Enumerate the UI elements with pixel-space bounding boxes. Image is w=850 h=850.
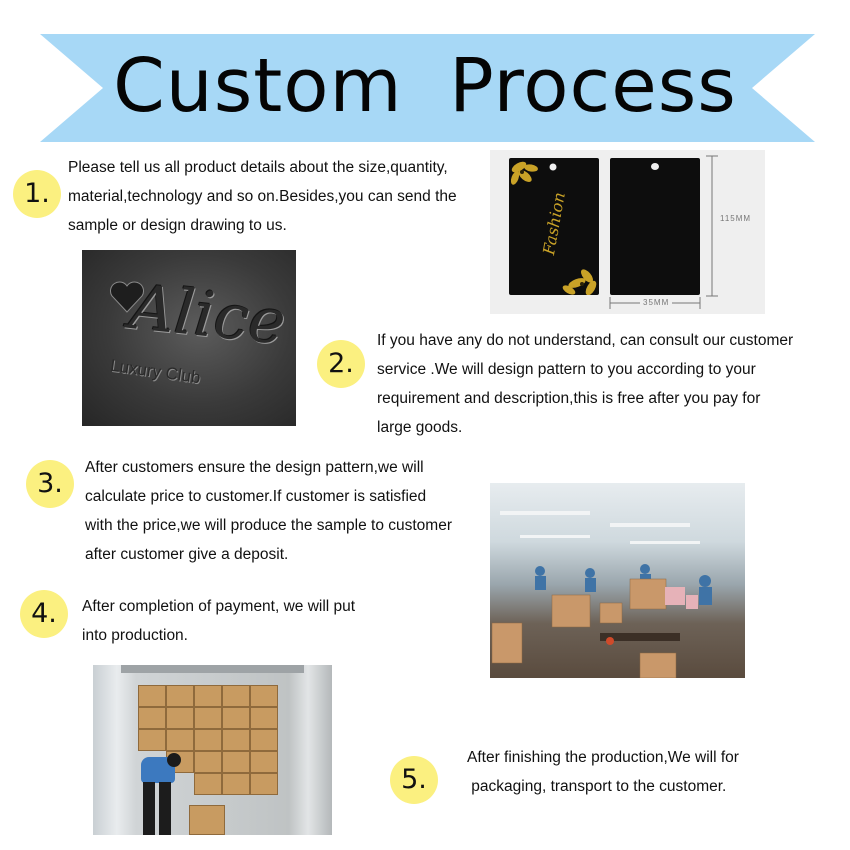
step-1-text xyxy=(68,153,457,240)
step-5-line: packaging, transport to the customer. xyxy=(467,778,727,795)
step-4-number: 4. xyxy=(20,590,68,638)
step-3-text xyxy=(85,453,452,569)
step-3-line: after customer give a deposit. xyxy=(85,546,289,563)
step-3-line: After customers ensure the design pattern,we will xyxy=(85,459,424,476)
step-2-number: 2. xyxy=(317,340,365,388)
embossed-sample-image xyxy=(82,250,296,426)
step-5-number: 5. xyxy=(390,756,438,804)
step-5-text xyxy=(467,743,739,801)
step-1-number: 1. xyxy=(13,170,61,218)
step-4-line: into production. xyxy=(82,627,188,644)
step-2-line: service .We will design pattern to you according to your xyxy=(377,361,756,378)
step-2-line: large goods. xyxy=(377,419,463,436)
height-dimension-label: 115MM xyxy=(720,214,752,223)
step-2-line: If you have any do not understand, can consult our customer xyxy=(377,332,794,349)
width-dimension-label: 35MM xyxy=(640,298,672,307)
step-4-text xyxy=(82,592,355,650)
step-5-line: After finishing the production,We will for xyxy=(467,749,739,766)
container-loading-image xyxy=(93,665,332,835)
dimension-lines xyxy=(490,150,765,314)
step-3-line: calculate price to customer.If customer is satisfied xyxy=(85,488,427,505)
page-title: Custom Process xyxy=(113,43,737,129)
step-2-text xyxy=(377,326,793,442)
step-2-line: requirement and description,this is free after you pay for xyxy=(377,390,761,407)
step-1-line: sample or design drawing to us. xyxy=(68,217,287,234)
step-3-number: 3. xyxy=(26,460,74,508)
brand-subtitle-text: Luxury Club xyxy=(109,355,202,388)
brand-logo-text: Alice xyxy=(126,270,290,359)
factory-scene xyxy=(490,483,745,678)
step-1-line: material,technology and so on.Besides,you can send the xyxy=(68,188,457,205)
hangtag-script-text: Fashion xyxy=(539,190,569,257)
factory-production-image xyxy=(490,483,745,678)
hangtag-sample-image xyxy=(490,150,765,314)
step-1-line: Please tell us all product details about the size,quantity, xyxy=(68,159,448,176)
step-3-line: with the price,we will produce the sample to customer xyxy=(85,517,452,534)
step-4-line: After completion of payment, we will put xyxy=(82,598,356,615)
